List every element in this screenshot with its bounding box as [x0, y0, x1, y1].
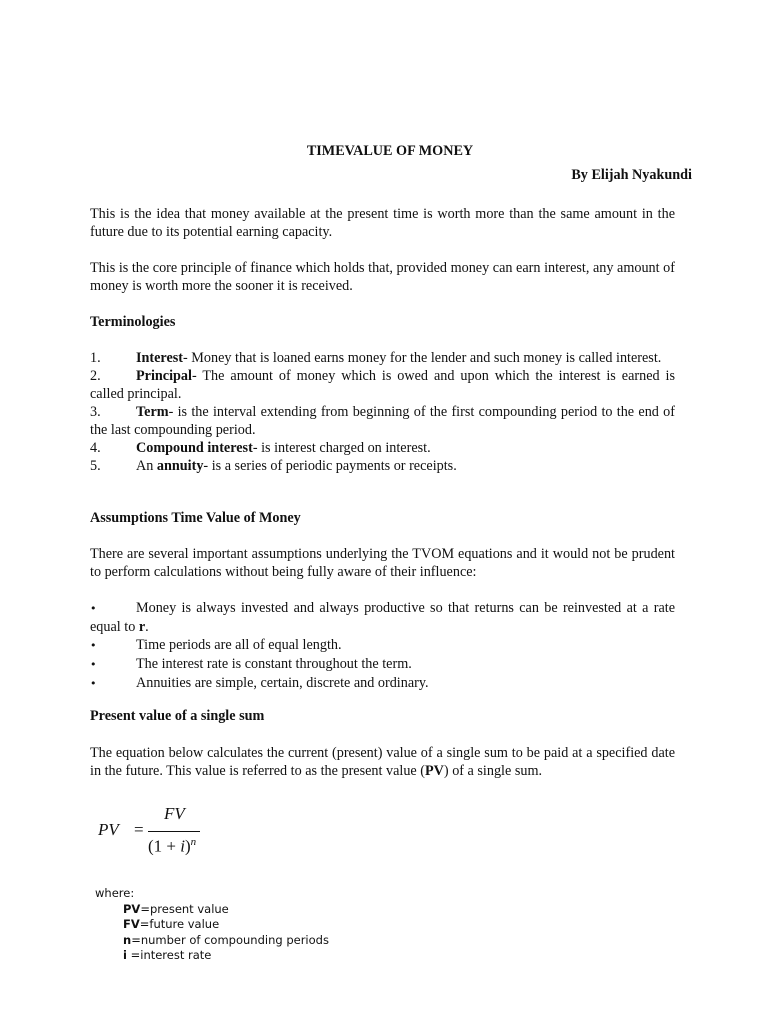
list-number: 3.	[90, 404, 101, 420]
definition-symbol: PV	[123, 901, 141, 916]
document-title: TIMEVALUE OF MONEY	[306, 143, 474, 159]
list-item	[90, 655, 675, 674]
term-name: Term	[136, 404, 169, 420]
bullet-icon: •	[90, 639, 97, 652]
list-item	[90, 403, 675, 439]
assumption-text: Time periods are all of equal length.	[136, 637, 342, 653]
pv-text-after: ) of a single sum.	[443, 763, 543, 779]
definition-row	[95, 902, 329, 918]
list-number: 5.	[90, 458, 101, 474]
definition-text: =number of compounding periods	[131, 932, 329, 947]
list-number: 2.	[90, 368, 101, 384]
list-number: 4.	[90, 440, 101, 456]
term-definition: - is interest charged on interest.	[252, 440, 431, 456]
term-name: Compound interest	[136, 440, 253, 456]
assumptions-heading: Assumptions Time Value of Money	[90, 510, 301, 526]
formula-numerator: FV	[164, 804, 185, 823]
present-value-paragraph	[90, 744, 675, 780]
list-item	[90, 349, 675, 367]
term-name: annuity	[156, 458, 204, 474]
definition-symbol: FV	[123, 917, 140, 931]
definition-text: =present value	[140, 901, 229, 916]
fraction-bar	[148, 831, 200, 832]
assumption-bold: r	[138, 619, 146, 635]
term-name: Principal	[136, 368, 192, 384]
term-definition: - Money that is loaned earns money for the lender and such money is called interest.	[183, 350, 662, 366]
definition-text: =interest rate	[126, 948, 212, 962]
terminologies-heading: Terminologies	[90, 314, 176, 330]
formula-equals: =	[134, 820, 144, 839]
assumption-text: The interest rate is constant throughout the term.	[136, 656, 412, 672]
list-item	[90, 674, 675, 693]
assumptions-intro: There are several important assumptions underlying the TVOM equations and it would not be prudent to perform calculations without being fully aware of their influence:	[90, 546, 675, 580]
bullet-icon: •	[90, 602, 97, 615]
assumption-text: Annuities are simple, certain, discrete and ordinary.	[136, 675, 429, 691]
list-item	[90, 439, 675, 457]
definition-row	[95, 917, 329, 933]
term-definition: - is the interval extending from beginning of the first compounding period to the end of the last compounding period.	[90, 404, 675, 438]
definition-symbol: n	[123, 932, 132, 947]
list-item	[90, 367, 675, 403]
definition-text: =future value	[139, 917, 220, 931]
list-item	[90, 457, 675, 475]
list-number: 1.	[90, 350, 101, 366]
term-definition: - is a series of periodic payments or receipts.	[203, 458, 457, 474]
formula-lhs: PV	[98, 820, 119, 839]
bullet-icon: •	[90, 677, 97, 690]
term-prefix: An	[136, 458, 157, 474]
formula-denominator	[148, 836, 196, 857]
formula-definitions	[95, 886, 329, 964]
present-value-heading: Present value of a single sum	[90, 708, 265, 724]
list-item	[90, 636, 675, 655]
pv-text-before: The equation below calculates the current (present) value of a single sum to be paid at a specified date in the future. This value is referred to as the present value (	[90, 745, 675, 779]
present-value-formula	[98, 804, 228, 864]
term-name: Interest	[136, 350, 184, 366]
den-open: (1 +	[148, 836, 181, 856]
document-author: By Elijah Nyakundi	[571, 167, 692, 183]
den-close: )	[184, 836, 191, 856]
term-definition: - The amount of money which is owed and upon which the interest is earned is called principal.	[90, 368, 675, 402]
den-exponent: n	[190, 836, 197, 848]
assumptions-list	[90, 599, 675, 693]
den-var: i	[180, 836, 185, 856]
where-label: where:	[95, 886, 135, 900]
definition-symbol: i	[123, 948, 127, 962]
definition-row	[95, 948, 329, 964]
pv-text-bold: PV	[425, 763, 444, 779]
assumption-text: Money is always invested and always productive so that returns can be reinvested at a rate equal to	[90, 600, 675, 635]
terminologies-list	[90, 349, 675, 475]
list-item	[90, 599, 675, 636]
intro-paragraph-2: This is the core principle of finance which holds that, provided money can earn interest, any amount of money is worth more the sooner it is received.	[90, 260, 675, 294]
assumption-after: .	[145, 619, 149, 635]
bullet-icon: •	[90, 658, 97, 671]
intro-paragraph-1: This is the idea that money available at the present time is worth more than the same amount in the future due to its potential earning capacity.	[90, 206, 675, 240]
definition-row	[95, 933, 329, 949]
